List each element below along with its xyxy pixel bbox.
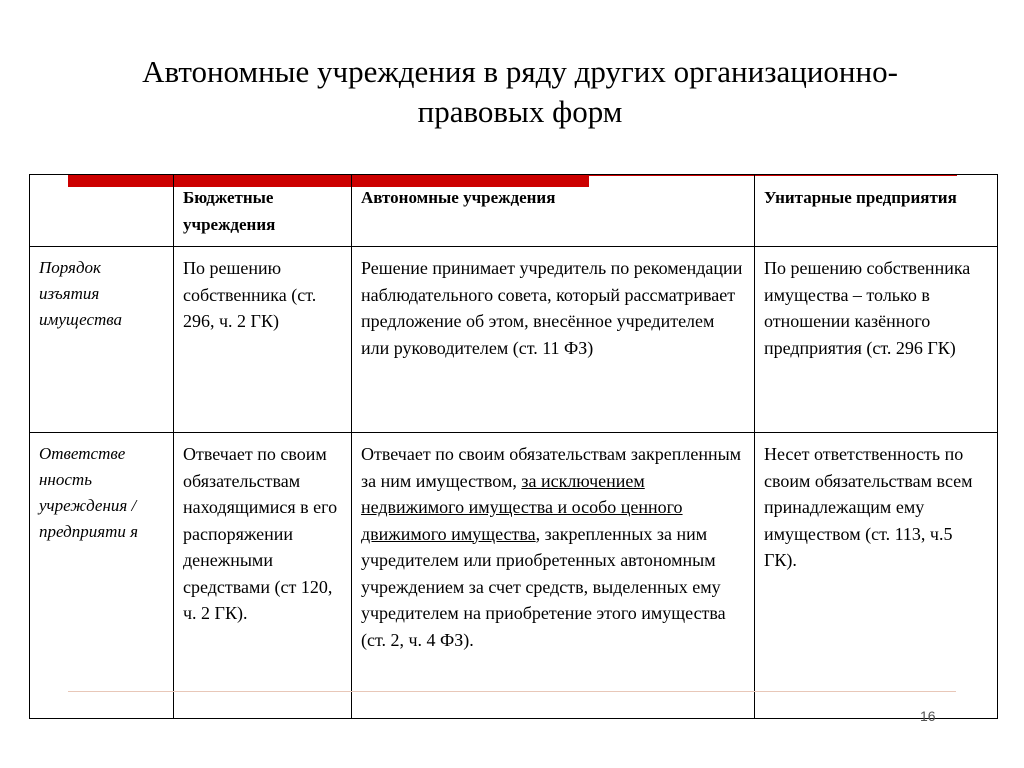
table-row [30,433,998,719]
autonomous-liability-text-end: , закрепленных за ним учредителем или приобретенных автономным учреждением за счет средств, выделенных ему учредителем на приобретение этого имущества (ст. 2, ч. 4 ФЗ). [361,523,726,650]
table-row [30,247,998,433]
header-empty-cell [30,175,174,247]
slide-title [80,52,960,132]
page-number: 16 [920,708,936,724]
cell-unitary-withdrawal: По решению собственника имущества – только в отношении казённого предприятия (ст. 296 ГК) [755,247,998,433]
cell-budget-liability: Отвечает по своим обязательствам находящимися в его распоряжении денежными средствами (ст 120, ч. 2 ГК). [174,433,352,719]
cell-budget-withdrawal: По решению собственника (ст. 296, ч. 2 ГК) [174,247,352,433]
comparison-table [29,174,998,719]
table-header-row [30,175,998,247]
header-budget-institutions: Бюджетные учреждения [174,175,352,247]
slide-title-line-2: правовых форм [417,94,623,129]
autonomous-liability-underlined-text: за исключением недвижимого имущества и особо ценного движимого имущества [361,470,683,544]
cell-autonomous-withdrawal: Решение принимает учредитель по рекомендации наблюдательного совета, который рассматривает предложение об этом, внесённое учредителем или руководителем (ст. 11 ФЗ) [352,247,755,433]
autonomous-liability-text-start: Отвечает по своим обязательствам закрепленным за ним имуществом, [361,444,742,491]
header-autonomous-institutions: Автономные учреждения [352,175,755,247]
header-unitary-enterprises: Унитарные предприятия [755,175,998,247]
row-label-property-withdrawal: Порядок изъятия имущества [30,247,174,433]
decorative-bottom-line [68,691,956,692]
row-label-liability: Ответстве нность учреждения / предприяти я [30,433,174,719]
cell-autonomous-liability [352,433,755,719]
slide-title-line-1: Автономные учреждения в ряду других организационно- [142,54,898,89]
cell-unitary-liability: Несет ответственность по своим обязательствам всем принадлежащим ему имуществом (ст. 113, ч.5 ГК). [755,433,998,719]
